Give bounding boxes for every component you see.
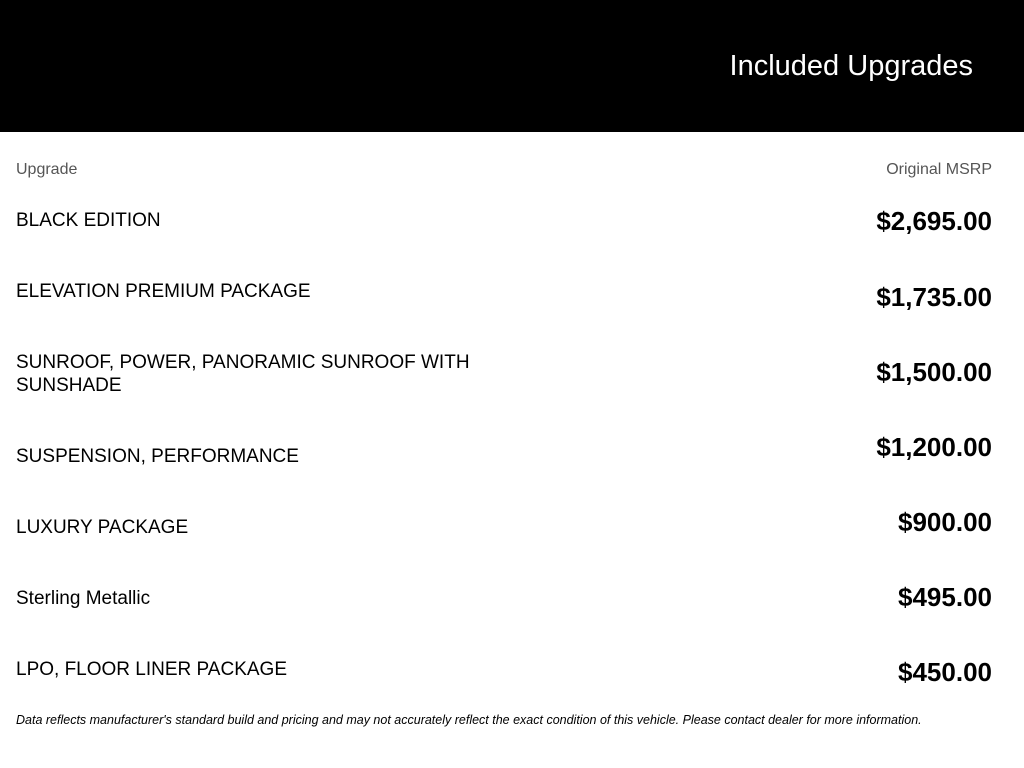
upgrade-price: $2,695.00 [876,206,992,236]
disclaimer-text: Data reflects manufacturer's standard build and pricing and may not accurately reflect the exact condition of this vehicle. Please contact dealer for more information. [16,713,922,727]
upgrade-name: LPO, FLOOR LINER PACKAGE [16,659,288,680]
column-header-upgrade: Upgrade [16,161,78,178]
upgrade-price: $450.00 [898,657,992,687]
upgrade-price: $1,200.00 [876,432,992,462]
upgrade-price: $1,735.00 [876,282,992,312]
column-header-msrp: Original MSRP [886,161,992,178]
upgrade-name: LUXURY PACKAGE [16,517,189,538]
upgrade-name: SUNROOF, POWER, PANORAMIC SUNROOF WITH SUNSHADE [16,352,470,396]
upgrade-name: BLACK EDITION [16,210,161,231]
upgrade-price: $900.00 [898,507,992,537]
upgrade-name: SUSPENSION, PERFORMANCE [16,446,299,467]
upgrade-price: $1,500.00 [876,357,992,387]
upgrade-name: Sterling Metallic [16,588,151,609]
upgrade-price: $495.00 [898,582,992,612]
page-title: Included Upgrades [729,50,973,82]
upgrade-name: ELEVATION PREMIUM PACKAGE [16,281,311,302]
